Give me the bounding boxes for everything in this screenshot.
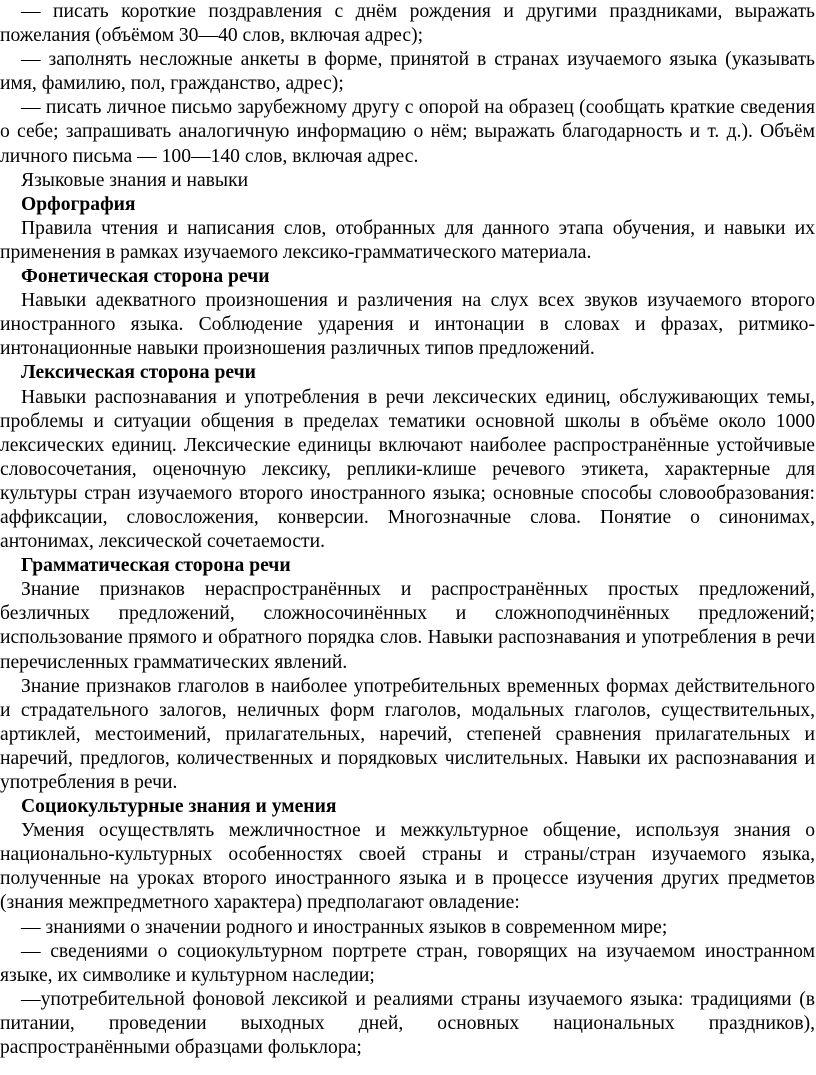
paragraph-sociocultural: Умения осуществлять межличностное и межкультурное общение, используя знания о национально-культурных особенностях своей страны и страны/стран изучаемого языка, полученные на уроках второго иностранного языка и в процессе изучения других предметов (знания межпредметного характера) предполагают овладение: (0, 820, 815, 914)
list-item-sociocultural-portrait: — сведениями о социокультурном портрете стран, говорящих на изучаемом иностранном языке, их символике и культурном наследии; (0, 940, 815, 986)
paragraph-phonetics: Навыки адекватного произношения и различения на слух всех звуков изучаемого второго иностранного языка. Соблюдение ударения и интонации в словах и фразах, ритмико-интонационные навыки произношения различных типов предложений. (0, 290, 815, 360)
paragraph-orthography: Правила чтения и написания слов, отобранных для данного этапа обучения, и навыки их применения в рамках изучаемого лексико-грамматического материала. (0, 217, 815, 263)
list-item-greetings: — писать короткие поздравления с днём рождения и другими праздниками, выражать пожелания (объёмом 30—40 слов, включая адрес); (0, 1, 815, 47)
paragraph-grammar-verbs: Знание признаков глаголов в наиболее употребительных временных формах действительного и страдательного залогов, неличных форм глаголов, модальных глаголов, существительных, артиклей, местоимений, прилагательных, наречий, степеней сравнения прилагательных и наречий, предлогов, количественных и порядковых числительных. Навыки их распознавания и употребления в речи. (0, 675, 815, 793)
paragraph-lexis: Навыки распознавания и употребления в речи лексических единиц, обслуживающих темы, проблемы и ситуации общения в пределах тематики основной школы в объёме около 1000 лексических единиц. Лексические единицы включают наиболее распространённые устойчивые словосочетания, оценочную лексику, реплики-клише речевого этикета, характерные для культуры стран изучаемого второго иностранного языка; основные способы словообразования: аффиксации, словосложения, конверсии. Многозначные слова. Понятие о синонимах, антонимах, лексической сочетаемости. (0, 386, 815, 553)
heading-orthography: Орфография (21, 193, 136, 215)
list-item-background-lexis: —употребительной фоновой лексикой и реалиями страны изучаемого языка: традициями (в питании, проведении выходных дней, основных национальных праздников), распространёнными образцами фольклора; (0, 988, 815, 1059)
heading-grammar: Грамматическая сторона речи (21, 555, 291, 577)
paragraph-grammar-sentences: Знание признаков нераспространённых и распространённых простых предложений, безличных предложений, сложносочинённых и сложноподчинённых предложений; использование прямого и обратного порядка слов. Навыки распознавания и употребления в речи перечисленных грамматических явлений. (0, 579, 815, 673)
list-item-forms: — заполнять несложные анкеты в форме, принятой в странах изучаемого языка (указывать имя, фамилию, пол, гражданство, адрес); (0, 49, 815, 95)
section-title-language-skills: Языковые знания и навыки (21, 169, 249, 191)
heading-sociocultural: Социокультурные знания и умения (21, 796, 337, 818)
list-item-languages-knowledge: — знаниями о значении родного и иностранных языков в современном мире; (21, 916, 668, 938)
list-item-personal-letter: — писать личное письмо зарубежному другу с опорой на образец (сообщать краткие сведения о себе; запрашивать аналогичную информацию о нём; выражать благодарность и т. д.). Объём личного письма — 100—140 слов, включая адрес. (0, 97, 815, 167)
heading-lexis: Лексическая сторона речи (21, 362, 256, 384)
heading-phonetics: Фонетическая сторона речи (21, 266, 270, 288)
